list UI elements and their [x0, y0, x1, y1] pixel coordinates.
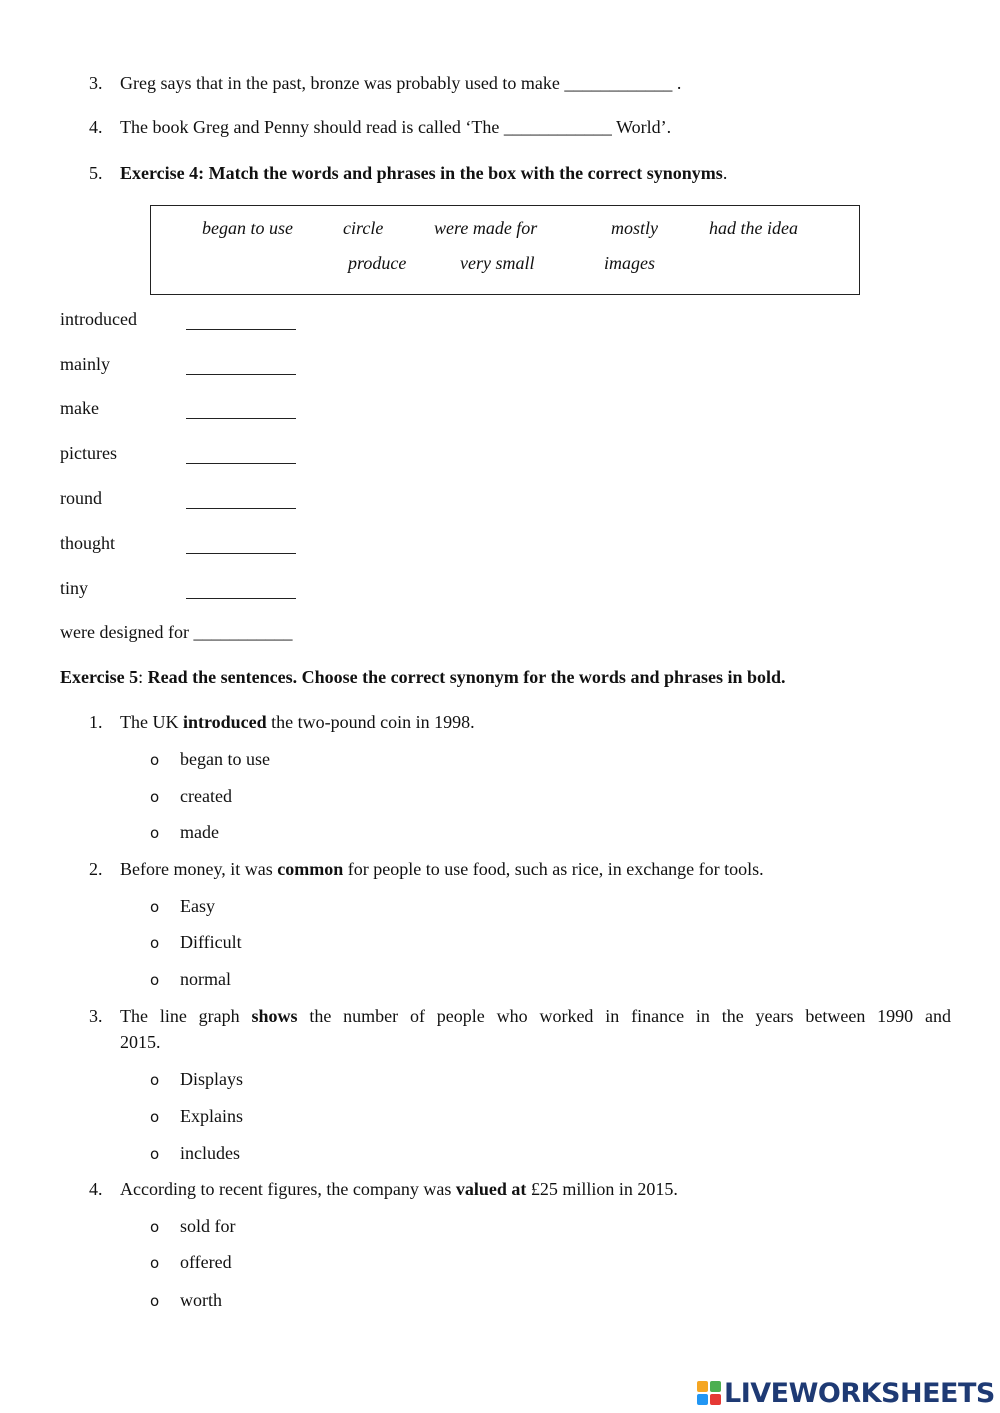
- ex5-q4-text: [120, 1179, 678, 1200]
- ex5-q4-option-1[interactable]: sold for: [180, 1216, 236, 1236]
- match-blank-were-designed-for[interactable]: ___________: [193, 622, 293, 642]
- logo-text: LIVEWORKSHEETS: [724, 1377, 995, 1409]
- match-label-introduced: introduced: [60, 309, 137, 329]
- ex5-q2-option-2[interactable]: Difficult: [180, 932, 242, 952]
- ex5-q2-pre: Before money, it was: [120, 859, 278, 879]
- ex5-q1-number: 1.: [89, 712, 103, 732]
- ex5-q3-post: the number of people who worked in finance in the years between 1990 and: [297, 1006, 951, 1026]
- ex5-q4-pre: According to recent figures, the company was: [120, 1179, 456, 1199]
- match-blank-introduced[interactable]: [186, 329, 296, 330]
- match-label-thought: thought: [60, 533, 116, 553]
- match-label-mainly: mainly: [60, 354, 110, 374]
- radio-circle-icon[interactable]: o: [150, 1218, 160, 1236]
- ex5-q2-option-1[interactable]: Easy: [180, 896, 215, 916]
- ex5-q1-keyword: introduced: [182, 712, 267, 732]
- ex5-q3-keyword: shows: [251, 1006, 298, 1026]
- word-mostly: mostly: [611, 218, 658, 238]
- ex5-q1-option-3[interactable]: made: [180, 822, 219, 842]
- exercise-5-title: Exercise 5: [60, 667, 139, 687]
- match-blank-tiny[interactable]: [186, 598, 296, 599]
- word-produce: produce: [348, 253, 407, 273]
- ex5-q3-option-1[interactable]: Displays: [180, 1069, 243, 1089]
- ex5-q4-option-2[interactable]: offered: [180, 1252, 232, 1272]
- radio-circle-icon[interactable]: o: [150, 1108, 160, 1126]
- radio-circle-icon[interactable]: o: [150, 1071, 160, 1089]
- word-circle: circle: [343, 218, 384, 238]
- logo-squares-icon: [697, 1381, 721, 1405]
- ex5-q1-option-2[interactable]: created: [180, 786, 232, 806]
- word-images: images: [604, 253, 655, 273]
- radio-circle-icon[interactable]: o: [150, 751, 160, 769]
- ex5-q3-option-3[interactable]: includes: [180, 1143, 240, 1163]
- logo-square-2: [710, 1381, 721, 1392]
- question-4-number: 4.: [89, 117, 103, 137]
- ex5-q3-text: [120, 1006, 951, 1027]
- question-3-text: Greg says that in the past, bronze was probably used to make ____________ .: [120, 73, 682, 93]
- exercise-4-title: Exercise 4: Match the words and phrases in the box with the correct synonyms: [120, 163, 723, 183]
- word-very-small: very small: [460, 253, 535, 273]
- radio-circle-icon[interactable]: o: [150, 1254, 160, 1272]
- radio-circle-icon[interactable]: o: [150, 934, 160, 952]
- radio-circle-icon[interactable]: o: [150, 971, 160, 989]
- ex5-q3-text-line2: 2015.: [120, 1032, 161, 1052]
- ex5-q4-number: 4.: [89, 1179, 103, 1199]
- word-began-to-use: began to use: [202, 218, 293, 238]
- radio-circle-icon[interactable]: o: [150, 788, 160, 806]
- question-4-text: The book Greg and Penny should read is called ‘The ____________ World’.: [120, 117, 672, 137]
- radio-circle-icon[interactable]: o: [150, 898, 160, 916]
- ex5-q1-post: the two-pound coin in 1998.: [266, 712, 475, 732]
- ex5-q3-number: 3.: [89, 1006, 103, 1026]
- match-row-were-designed-for: [60, 622, 292, 643]
- exercise-4-heading: [120, 163, 727, 184]
- ex5-q4-post: £25 million in 2015.: [526, 1179, 678, 1199]
- ex5-q4-keyword: valued at: [455, 1179, 527, 1199]
- ex5-q1-option-1[interactable]: began to use: [180, 749, 270, 769]
- ex5-q3-option-2[interactable]: Explains: [180, 1106, 243, 1126]
- logo-square-4: [710, 1394, 721, 1405]
- radio-circle-icon[interactable]: o: [150, 1292, 160, 1310]
- ex5-q2-keyword: common: [277, 859, 344, 879]
- exercise-5-heading: [60, 667, 786, 688]
- match-blank-mainly[interactable]: [186, 374, 296, 375]
- match-label-were-designed-for: were designed for: [60, 622, 189, 642]
- ex5-q1-pre: The UK: [120, 712, 183, 732]
- ex5-q2-post: for people to use food, such as rice, in exchange for tools.: [343, 859, 764, 879]
- logo-square-1: [697, 1381, 708, 1392]
- match-label-pictures: pictures: [60, 443, 117, 463]
- radio-circle-icon[interactable]: o: [150, 1145, 160, 1163]
- word-had-the-idea: had the idea: [709, 218, 798, 238]
- match-label-round: round: [60, 488, 102, 508]
- logo-square-3: [697, 1394, 708, 1405]
- ex5-q1-text: [120, 712, 475, 733]
- ex5-q2-option-3[interactable]: normal: [180, 969, 231, 989]
- exercise-5-colon: :: [138, 667, 148, 687]
- match-blank-pictures[interactable]: [186, 463, 296, 464]
- liveworksheets-logo: [697, 1378, 995, 1408]
- match-blank-make[interactable]: [186, 418, 296, 419]
- exercise-5-instruction: Read the sentences. Choose the correct synonym for the words and phrases in bold.: [147, 667, 786, 687]
- word-box: [150, 205, 860, 295]
- match-blank-thought[interactable]: [186, 553, 296, 554]
- exercise-4-period: .: [722, 163, 728, 183]
- ex5-q3-pre: The line graph: [120, 1006, 252, 1026]
- radio-circle-icon[interactable]: o: [150, 824, 160, 842]
- match-label-tiny: tiny: [60, 578, 89, 598]
- ex5-q2-text: [120, 859, 764, 880]
- ex5-q2-number: 2.: [89, 859, 103, 879]
- word-were-made-for: were made for: [434, 218, 538, 238]
- question-5-number: 5.: [89, 163, 103, 183]
- ex5-q4-option-3[interactable]: worth: [180, 1290, 222, 1310]
- question-3-number: 3.: [89, 73, 103, 93]
- match-label-make: make: [60, 398, 99, 418]
- match-blank-round[interactable]: [186, 508, 296, 509]
